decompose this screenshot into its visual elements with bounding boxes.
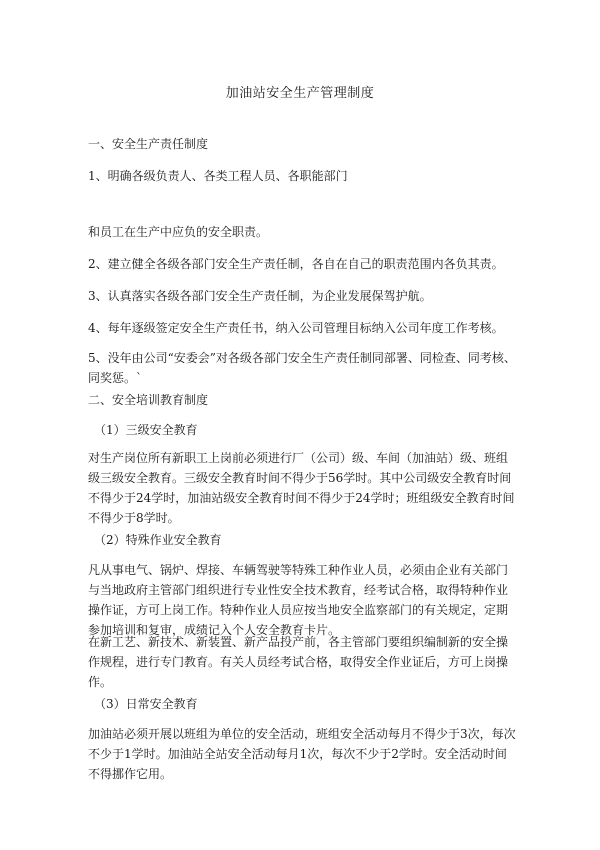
subheading-three-level-education: （1）三级安全教育: [94, 423, 198, 437]
paragraph-new-process-education: 在新工艺、新技术、新装置、新产品投产前，各主管部门要组织编制新的安全操作规程，进行专门教育。有关人员经考试合格，取得安全作业证后，方可上岗操作。: [88, 635, 509, 689]
subheading-special-operation-education: （2）特殊作业安全教育: [94, 533, 222, 547]
paragraph-item-3: 3、认真落实各级各部门安全生产责任制，为企业发展保驾护航。: [88, 289, 432, 303]
paragraph-special-operation-education: 凡从事电气、锅炉、焊接、车辆驾驶等特殊工种作业人员，必须由企业有关部门与当地政府主管部门组织进行专业性安全技术教育，经考试合格，取得特种作业操作证，方可上岗工作。特种作业人员应按当地安全监察部门的有关规定，定期参加培训和复审，成绩记入个人安全教育卡片。: [88, 563, 509, 637]
paragraph-three-level-education: 对生产岗位所有新职工上岗前必须进行厂（公司）级、车间（加油站）级、班组级三级安全教育。三级安全教育时间不得少于56学时。其中公司级安全教育时间不得少于24学时，加油站级安全教育时间不得少于24学时；班组级安全教育时间不得少于8学时。: [88, 451, 515, 525]
paragraph-daily-education: 加油站必须开展以班组为单位的安全活动，班组安全活动每月不得少于3次，每次不少于1学时。加油站全站安全活动每月1次，每次不少于2学时。安全活动时间不得挪作它用。: [88, 727, 516, 781]
paragraph-item-1-continued: 和员工在生产中应负的安全职责。: [88, 225, 269, 239]
subheading-daily-education: （3）日常安全教育: [94, 697, 198, 711]
section-heading-responsibility: 一、安全生产责任制度: [88, 137, 209, 151]
document-title: 加油站安全生产管理制度: [225, 86, 375, 101]
paragraph-item-1: 1、明确各级负责人、各类工程人员、各职能部门: [88, 169, 348, 183]
paragraph-item-5: 5、没年由公司“安委会”对各级各部门安全生产责任制同部署、同检查、同考核、同奖惩。`: [88, 351, 516, 385]
paragraph-item-2: 2、建立健全各级各部门安全生产责任制，各自在自己的职责范围内各负其责。: [88, 257, 504, 271]
section-heading-training: 二、安全培训教育制度: [88, 393, 209, 407]
paragraph-item-4: 4、每年逐级签定安全生产责任书，纳入公司管理目标纳入公司年度工作考核。: [88, 321, 504, 335]
